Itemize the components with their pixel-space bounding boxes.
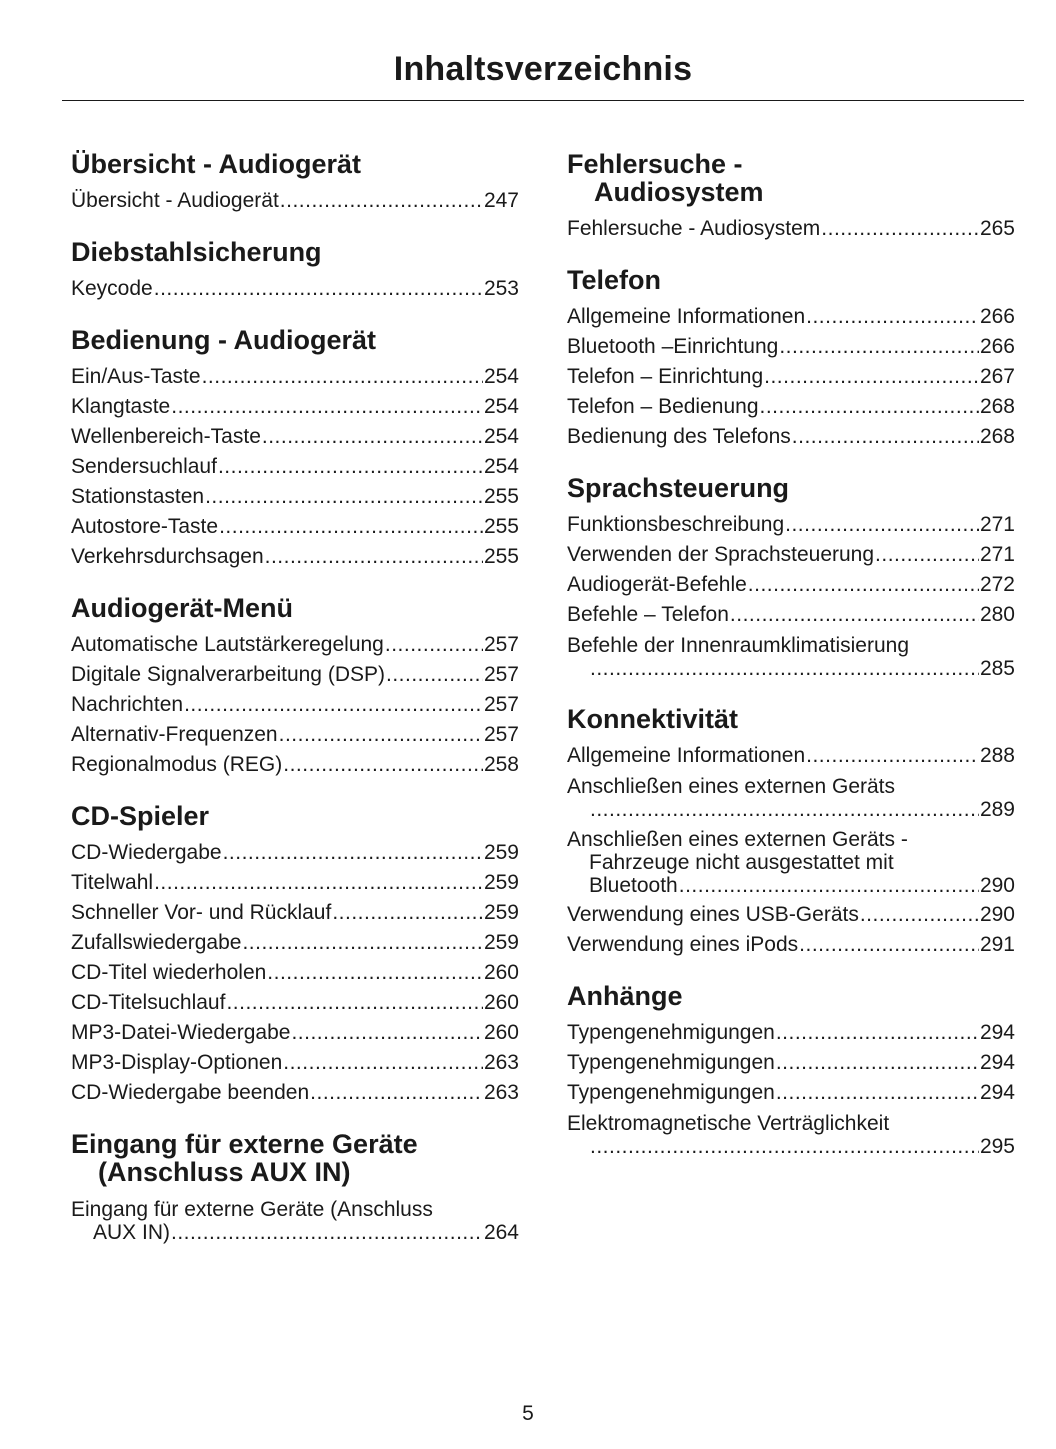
toc-entry-row <box>71 720 519 750</box>
section-heading <box>567 150 1015 206</box>
toc-section <box>71 802 519 1108</box>
toc-entry-label: Alternativ-Frequenzen <box>71 723 278 746</box>
toc-entry[interactable] <box>71 274 519 304</box>
toc-entry-page: 266 <box>979 305 1015 328</box>
toc-entry-row <box>567 392 1015 422</box>
toc-entry-row <box>71 898 519 928</box>
toc-entry-row <box>71 958 519 988</box>
toc-entry-label: Elektromagnetische Verträglichkeit <box>567 1112 890 1135</box>
dot-leader <box>171 392 483 422</box>
toc-entry-row <box>71 274 519 304</box>
toc-entry-label: Bedienung des Telefons <box>567 425 791 448</box>
dot-leader <box>280 186 483 216</box>
toc-section <box>71 326 519 572</box>
toc-entry[interactable] <box>71 482 519 512</box>
toc-entry[interactable] <box>567 570 1015 600</box>
section-heading <box>71 1130 519 1186</box>
toc-entry-label: Wellenbereich-Taste <box>71 425 261 448</box>
dot-leader <box>875 540 979 570</box>
toc-entry-page: 254 <box>483 455 519 478</box>
dot-leader <box>590 1135 979 1158</box>
section-heading-line: Fehlersuche - <box>567 149 743 179</box>
toc-entry-page: 260 <box>483 991 519 1014</box>
toc-entry-row <box>567 362 1015 392</box>
toc-entry[interactable] <box>71 186 519 216</box>
toc-entry[interactable] <box>567 422 1015 452</box>
toc-entry[interactable] <box>71 542 519 572</box>
toc-entry-row <box>71 750 519 780</box>
toc-entry-label: Sendersuchlauf <box>71 455 217 478</box>
toc-entry[interactable] <box>71 512 519 542</box>
toc-entry-label: CD-Titelsuchlauf <box>71 991 226 1014</box>
toc-entry-page: 294 <box>979 1081 1015 1104</box>
toc-section <box>71 594 519 780</box>
toc-entry[interactable] <box>71 630 519 660</box>
toc-entry-label: Eingang für externe Geräte (Anschluss <box>71 1198 433 1221</box>
toc-entry[interactable] <box>567 824 1015 900</box>
toc-entry-row <box>567 1018 1015 1048</box>
toc-left-column <box>71 150 519 1269</box>
toc-entry-row <box>71 988 519 1018</box>
dot-leader <box>776 1078 979 1108</box>
dot-leader <box>590 798 979 821</box>
toc-entry-label: Fehlersuche - Audiosystem <box>567 217 821 240</box>
toc-entry-page: 294 <box>979 1051 1015 1074</box>
toc-section <box>567 982 1015 1161</box>
toc-entry-page: 268 <box>979 425 1015 448</box>
toc-entry-label: CD-Titel wiederholen <box>71 961 267 984</box>
toc-entry[interactable] <box>71 928 519 958</box>
toc-entry-row <box>71 1078 519 1108</box>
toc-entry-label-continued: Bluetooth <box>589 874 678 897</box>
toc-entry-label: Befehle der Innenraumklimatisierung <box>567 634 910 657</box>
section-heading <box>71 238 519 266</box>
toc-entry-row <box>71 392 519 422</box>
dot-leader <box>799 930 979 960</box>
dot-leader <box>806 302 979 332</box>
toc-entry-label-continued: Fahrzeuge nicht ausgestattet mit <box>589 851 894 874</box>
toc-entry[interactable] <box>567 930 1015 960</box>
toc-section <box>567 266 1015 452</box>
toc-entry-row <box>567 422 1015 452</box>
toc-entry-row <box>567 657 1015 680</box>
toc-entry-page: 260 <box>483 1021 519 1044</box>
toc-entry-label: Typengenehmigungen <box>567 1051 775 1074</box>
toc-entry-row <box>567 540 1015 570</box>
toc-entry-row <box>567 332 1015 362</box>
dot-leader <box>385 630 483 660</box>
dot-leader <box>779 332 979 362</box>
section-heading <box>567 266 1015 294</box>
section-heading <box>71 326 519 354</box>
toc-entry[interactable] <box>71 1018 519 1048</box>
toc-section <box>567 474 1015 683</box>
dot-leader <box>760 392 979 422</box>
toc-entry-label: Audiogerät-Befehle <box>567 573 747 596</box>
toc-entry[interactable] <box>567 214 1015 244</box>
toc-entry[interactable] <box>567 510 1015 540</box>
toc-entry[interactable] <box>567 771 1015 824</box>
toc-entry-label: Verwenden der Sprachsteuerung <box>567 543 875 566</box>
toc-entry[interactable] <box>71 362 519 392</box>
section-heading-line: Anhänge <box>567 981 683 1011</box>
section-heading-line: Telefon <box>567 265 661 295</box>
dot-leader <box>764 362 979 392</box>
toc-entry-label: Funktionsbeschreibung <box>567 513 785 536</box>
section-heading <box>71 802 519 830</box>
toc-entry-label: MP3-Datei-Wiedergabe <box>71 1021 291 1044</box>
toc-entry-page: 271 <box>979 543 1015 566</box>
dot-leader <box>202 362 483 392</box>
toc-entry[interactable] <box>567 600 1015 630</box>
toc-entry-row <box>567 510 1015 540</box>
toc-entry-row <box>71 660 519 690</box>
toc-entry-page: 289 <box>979 798 1015 821</box>
section-heading <box>71 594 519 622</box>
toc-entry-row <box>71 868 519 898</box>
toc-entry[interactable] <box>567 362 1015 392</box>
section-heading-line: Sprachsteuerung <box>567 473 790 503</box>
toc-entry-row <box>567 214 1015 244</box>
toc-entry-page: 263 <box>483 1051 519 1074</box>
toc-right-column <box>567 150 1015 1183</box>
toc-entry[interactable] <box>71 988 519 1018</box>
dot-leader <box>806 741 979 771</box>
toc-entry[interactable] <box>71 898 519 928</box>
toc-entry-page: 295 <box>979 1135 1015 1158</box>
dot-leader <box>748 570 979 600</box>
toc-entry-page: 259 <box>483 841 519 864</box>
dot-leader <box>332 898 483 928</box>
toc-entry-page: 290 <box>979 903 1015 926</box>
toc-entry[interactable] <box>567 1078 1015 1108</box>
dot-leader <box>171 1221 483 1244</box>
toc-entry-label: Keycode <box>71 277 153 300</box>
toc-entry-page: 294 <box>979 1021 1015 1044</box>
dot-leader <box>291 1018 483 1048</box>
toc-entry-label: CD-Wiedergabe <box>71 841 222 864</box>
toc-entry-row <box>567 741 1015 771</box>
toc-entry-row <box>567 900 1015 930</box>
dot-leader <box>730 600 979 630</box>
toc-entry-label: CD-Wiedergabe beenden <box>71 1081 310 1104</box>
toc-entry-page: 254 <box>483 395 519 418</box>
dot-leader <box>776 1048 979 1078</box>
toc-entry-page: 259 <box>483 871 519 894</box>
toc-entry[interactable] <box>71 958 519 988</box>
toc-entry-page: 258 <box>483 753 519 776</box>
toc-entry-page: 259 <box>483 901 519 924</box>
section-heading-line: Bedienung - Audiogerät <box>71 325 376 355</box>
dot-leader <box>283 1048 483 1078</box>
toc-entry-page: 291 <box>979 933 1015 956</box>
toc-entry[interactable] <box>567 392 1015 422</box>
toc-entry[interactable] <box>567 741 1015 771</box>
toc-entry-page: 254 <box>483 425 519 448</box>
toc-entry[interactable] <box>71 750 519 780</box>
toc-entry-row <box>71 630 519 660</box>
dot-leader <box>310 1078 483 1108</box>
toc-entry-label: Übersicht - Audiogerät <box>71 189 279 212</box>
section-heading-line: Konnektivität <box>567 704 739 734</box>
toc-entry-page: 266 <box>979 335 1015 358</box>
dot-leader <box>821 214 979 244</box>
toc-entry-row <box>567 874 1015 897</box>
toc-entry[interactable] <box>71 868 519 898</box>
toc-entry-row <box>567 1135 1015 1158</box>
toc-entry-page: 247 <box>483 189 519 212</box>
toc-entry-label: Ein/Aus-Taste <box>71 365 201 388</box>
dot-leader <box>679 874 979 897</box>
toc-entry-page: 265 <box>979 217 1015 240</box>
toc-entry[interactable] <box>71 392 519 422</box>
section-heading-line: Diebstahlsicherung <box>71 237 322 267</box>
toc-entry[interactable] <box>71 1078 519 1108</box>
toc-entry-page: 271 <box>979 513 1015 536</box>
dot-leader <box>184 690 483 720</box>
section-heading-line: Eingang für externe Geräte <box>71 1129 418 1159</box>
toc-entry-page: 280 <box>979 603 1015 626</box>
toc-entry-page: 268 <box>979 395 1015 418</box>
toc-entry-page: 260 <box>483 961 519 984</box>
toc-entry-label: Stationstasten <box>71 485 205 508</box>
toc-entry[interactable] <box>71 690 519 720</box>
dot-leader <box>792 422 979 452</box>
dot-leader <box>223 838 483 868</box>
toc-entry-row <box>71 422 519 452</box>
toc-entry[interactable] <box>567 1108 1015 1161</box>
toc-section <box>567 150 1015 244</box>
toc-entry-row <box>71 1221 519 1244</box>
section-heading-line: Audiogerät-Menü <box>71 593 293 623</box>
toc-entry[interactable] <box>71 422 519 452</box>
toc-entry-label: Digitale Signalverarbeitung (DSP) <box>71 663 385 686</box>
toc-entry-row <box>71 482 519 512</box>
toc-section <box>71 150 519 216</box>
toc-entry-page: 257 <box>483 663 519 686</box>
toc-entry-page: 272 <box>979 573 1015 596</box>
toc-entry-page: 263 <box>483 1081 519 1104</box>
dot-leader <box>265 542 483 572</box>
toc-entry-page: 288 <box>979 744 1015 767</box>
toc-entry-label-continued: AUX IN) <box>93 1221 171 1244</box>
toc-entry-label: Typengenehmigungen <box>567 1021 775 1044</box>
toc-entry-row <box>567 930 1015 960</box>
toc-entry-row <box>71 1018 519 1048</box>
dot-leader <box>154 868 483 898</box>
toc-entry[interactable] <box>71 720 519 750</box>
section-heading-line: (Anschluss AUX IN) <box>98 1157 351 1187</box>
toc-entry[interactable] <box>71 452 519 482</box>
toc-entry-label: Verwendung eines iPods <box>567 933 799 956</box>
toc-entry-label: Nachrichten <box>71 693 184 716</box>
toc-entry-label: Verkehrsdurchsagen <box>71 545 264 568</box>
section-heading <box>567 474 1015 502</box>
toc-entry-row <box>71 928 519 958</box>
toc-entry-row <box>71 1048 519 1078</box>
dot-leader <box>386 660 483 690</box>
toc-entry-label: Zufallswiedergabe <box>71 931 242 954</box>
dot-leader <box>785 510 979 540</box>
toc-entry-page: 253 <box>483 277 519 300</box>
page-number: 5 <box>522 1402 534 1425</box>
toc-entry-page: 264 <box>483 1221 519 1244</box>
toc-entry[interactable] <box>567 630 1015 683</box>
toc-entry-label: Verwendung eines USB-Geräts <box>567 903 859 926</box>
dot-leader <box>279 720 483 750</box>
dot-leader <box>590 657 979 680</box>
toc-entry[interactable] <box>567 1048 1015 1078</box>
toc-entry-row <box>71 838 519 868</box>
toc-entry-label: Allgemeine Informationen <box>567 744 806 767</box>
toc-entry[interactable] <box>567 900 1015 930</box>
toc-entry-page: 255 <box>483 485 519 508</box>
toc-entry-page: 257 <box>483 723 519 746</box>
toc-entry-row <box>71 542 519 572</box>
toc-section <box>567 705 1015 960</box>
toc-entry-page: 267 <box>979 365 1015 388</box>
section-heading <box>567 705 1015 733</box>
dot-leader <box>860 900 979 930</box>
dot-leader <box>267 958 483 988</box>
dot-leader <box>218 452 483 482</box>
toc-entry-page: 285 <box>979 657 1015 680</box>
title-divider <box>62 100 1024 101</box>
toc-entry-row <box>567 600 1015 630</box>
section-heading-line: Übersicht - Audiogerät <box>71 149 362 179</box>
toc-entry[interactable] <box>567 1018 1015 1048</box>
toc-entry[interactable] <box>71 1194 519 1247</box>
section-heading <box>71 150 519 178</box>
toc-entry[interactable] <box>71 1048 519 1078</box>
toc-entry-page: 257 <box>483 633 519 656</box>
toc-entry-page: 254 <box>483 365 519 388</box>
toc-entry-row <box>567 798 1015 821</box>
toc-entry-label: MP3-Display-Optionen <box>71 1051 283 1074</box>
toc-entry-row <box>71 512 519 542</box>
toc-entry[interactable] <box>567 540 1015 570</box>
dot-leader <box>219 512 483 542</box>
dot-leader <box>242 928 483 958</box>
section-heading-line: Audiosystem <box>594 177 764 207</box>
toc-entry-label: Typengenehmigungen <box>567 1081 775 1104</box>
toc-entry-label: Klangtaste <box>71 395 171 418</box>
toc-entry-page: 259 <box>483 931 519 954</box>
toc-entry-label: Schneller Vor- und Rücklauf <box>71 901 332 924</box>
toc-entry-page: 255 <box>483 545 519 568</box>
toc-entry-label: Bluetooth –Einrichtung <box>567 335 779 358</box>
toc-entry-row <box>567 1078 1015 1108</box>
dot-leader <box>154 274 483 304</box>
toc-entry[interactable] <box>71 838 519 868</box>
toc-entry-label: Titelwahl <box>71 871 154 894</box>
toc-entry-row <box>71 186 519 216</box>
toc-entry-row <box>567 570 1015 600</box>
page-title: Inhaltsverzeichnis <box>393 50 693 88</box>
section-heading <box>567 982 1015 1010</box>
toc-entry-label: Telefon – Einrichtung <box>567 365 764 388</box>
dot-leader <box>226 988 483 1018</box>
toc-entry-page: 257 <box>483 693 519 716</box>
toc-section <box>71 1130 519 1247</box>
toc-entry-row <box>567 302 1015 332</box>
toc-entry-label: Automatische Lautstärkeregelung <box>71 633 384 656</box>
toc-entry-row <box>71 362 519 392</box>
dot-leader <box>205 482 483 512</box>
toc-entry-row <box>567 1048 1015 1078</box>
toc-entry-label: Regionalmodus (REG) <box>71 753 283 776</box>
toc-entry-label: Befehle – Telefon <box>567 603 729 626</box>
dot-leader <box>776 1018 979 1048</box>
toc-entry-label: Autostore-Taste <box>71 515 219 538</box>
toc-entry-page: 255 <box>483 515 519 538</box>
toc-entry-label: Anschließen eines externen Geräts - <box>567 828 908 851</box>
toc-entry[interactable] <box>567 302 1015 332</box>
dot-leader <box>262 422 483 452</box>
toc-entry-label: Anschließen eines externen Geräts <box>567 775 896 798</box>
toc-entry-label: Allgemeine Informationen <box>567 305 806 328</box>
toc-entry[interactable] <box>71 660 519 690</box>
section-heading-line: CD-Spieler <box>71 801 210 831</box>
dot-leader <box>283 750 483 780</box>
toc-entry-row <box>71 690 519 720</box>
toc-entry-page: 290 <box>979 874 1015 897</box>
toc-section <box>71 238 519 304</box>
toc-entry[interactable] <box>567 332 1015 362</box>
toc-entry-label: Telefon – Bedienung <box>567 395 759 418</box>
toc-entry-row <box>71 452 519 482</box>
